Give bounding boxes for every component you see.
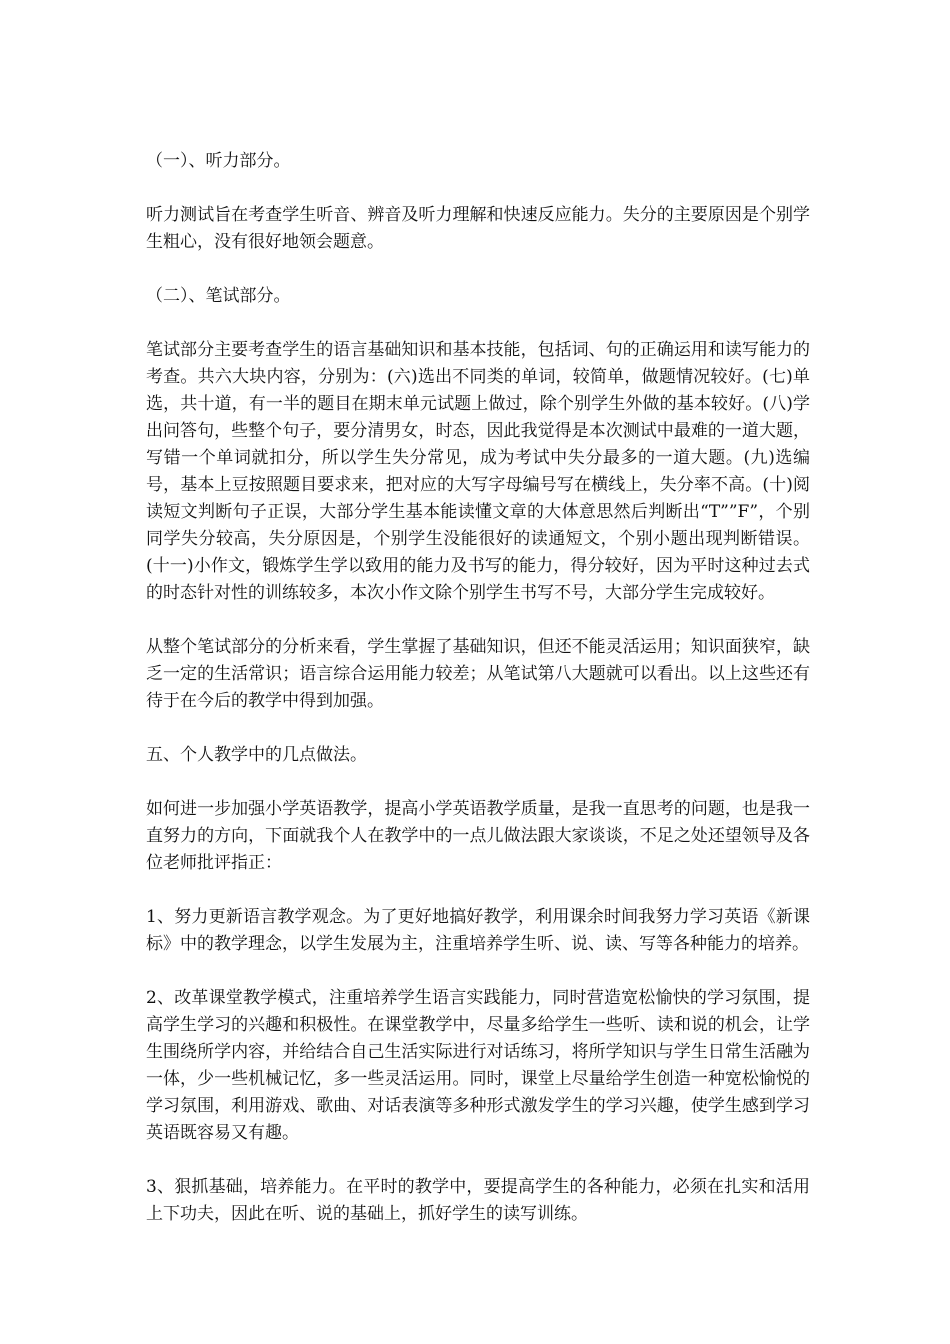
paragraph-teaching-intro: 如何进一步加强小学英语教学，提高小学英语教学质量，是我一直思考的问题，也是我一直努力的方向，下面就我个人在教学中的一点儿做法跟大家谈谈，不足之处还望领导及各位老师批评指正： [146, 799, 810, 873]
section-heading-teaching-methods: 五、个人教学中的几点做法。 [146, 745, 367, 765]
paragraph-written-analysis: 笔试部分主要考查学生的语言基础知识和基本技能，包括词、句的正确运用和读写能力的考查。共六大块内容，分别为：(六)选出不同类的单词，较简单，做题情况较好。(七)单选，共十道，有一半的题目在期末单元试题上做过，除个别学生外做的基本较好。(八)学出问答句，些整个句子，要分清男女，时态，因此我觉得是本次测试中最难的一道大题，写错一个单词就扣分，所以学生失分常见，成为考试中失分最多的一道大题。(九)选编号，基本上豆按照题目要求来，把对应的大写字母编号写在横线上，失分率不高。(十)阅读短文判断句子正误，大部分学生基本能读懂文章的大体意思然后判断出“T””F”，个别同学失分较高，失分原因是，个别学生没能很好的读通短文，个别小题出现判断错误。(十一)小作文，锻炼学生学以致用的能力及书写的能力，得分较好，因为平时这种过去式的时态针对性的训练较多，本次小作文除个别学生书写不号，大部分学生完成较好。 [146, 340, 810, 603]
paragraph-method-3: 3、狠抓基础，培养能力。在平时的教学中，要提高学生的各种能力，必须在扎实和活用上下功夫，因此在听、说的基础上，抓好学生的读写训练。 [146, 1177, 810, 1224]
paragraph-method-1: 1、努力更新语言教学观念。为了更好地搞好教学，利用课余时间我努力学习英语《新课标》中的教学理念，以学生发展为主，注重培养学生听、说、读、写等各种能力的培养。 [146, 907, 810, 954]
section-heading-written: （二）、笔试部分。 [146, 286, 291, 306]
document-body [146, 148, 810, 1228]
paragraph-listening-analysis: 听力测试旨在考查学生听音、辨音及听力理解和快速反应能力。失分的主要原因是个别学生粗心，没有很好地领会题意。 [146, 205, 810, 252]
paragraph-written-summary: 从整个笔试部分的分析来看，学生掌握了基础知识，但还不能灵活运用；知识面狭窄，缺乏一定的生活常识；语言综合运用能力较差；从笔试第八大题就可以看出。以上这些还有待于在今后的教学中得到加强。 [146, 637, 810, 711]
section-heading-listening: （一）、听力部分。 [146, 151, 291, 171]
paragraph-method-2: 2、改革课堂教学模式，注重培养学生语言实践能力，同时营造宽松愉快的学习氛围，提高学生学习的兴趣和积极性。在课堂教学中，尽量多给学生一些听、读和说的机会，让学生围绕所学内容，并给结合自己生活实际进行对话练习，将所学知识与学生日常生活融为一体，少一些机械记忆，多一些灵活运用。同时，课堂上尽量给学生创造一种宽松愉悦的学习氛围，利用游戏、歌曲、对话表演等多种形式激发学生的学习兴趣，使学生感到学习英语既容易又有趣。 [146, 988, 810, 1143]
